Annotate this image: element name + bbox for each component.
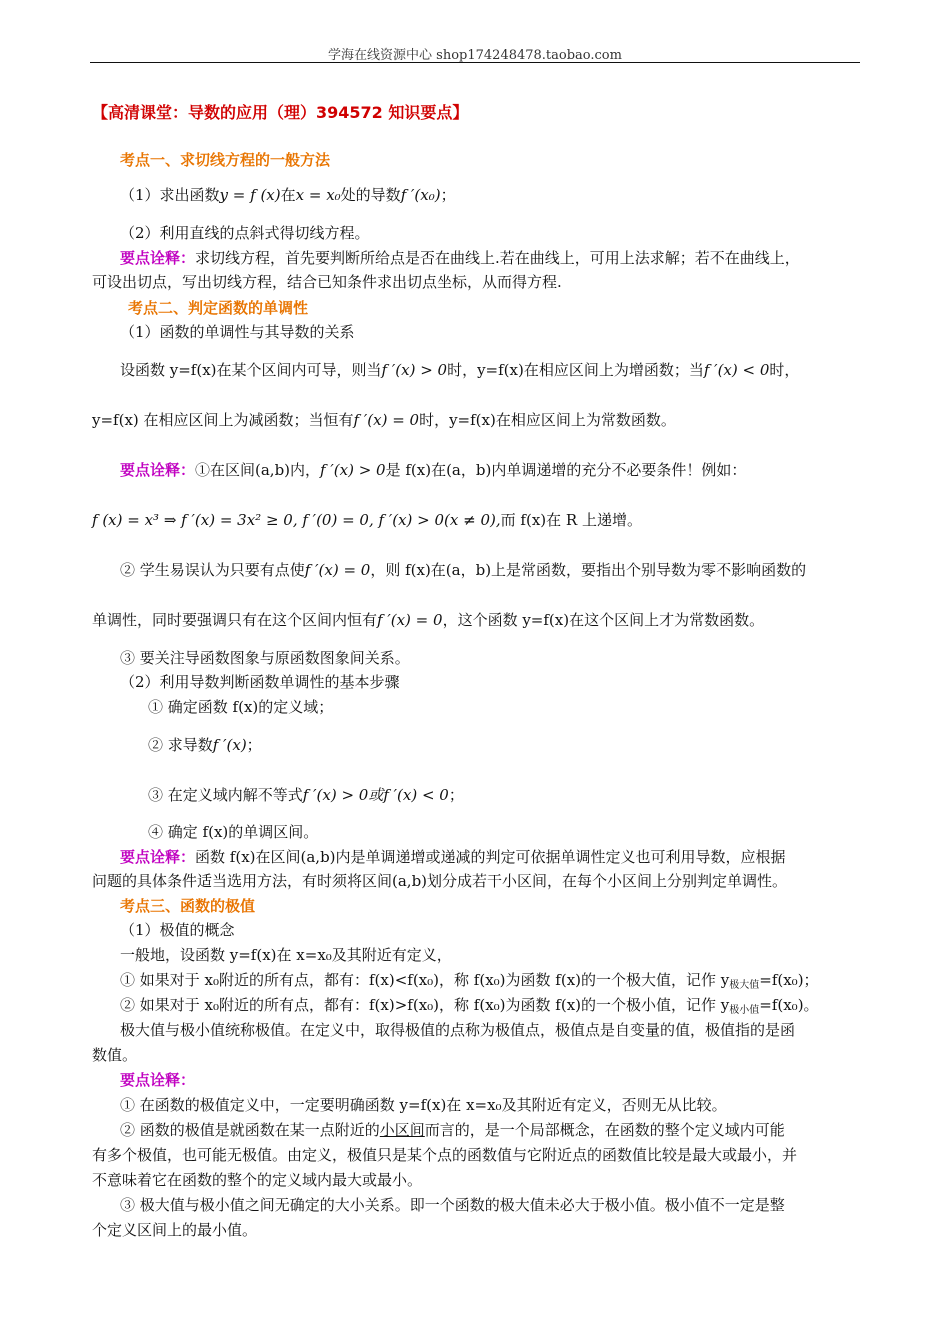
- s2-step-2: ② 求导数f ′(x)；: [148, 736, 262, 754]
- s1-key-note-cont: 可设出切点，写出切线方程，结合已知条件求出切点坐标，从而得方程.: [92, 273, 562, 291]
- section-3-heading: 考点三、函数的极值: [120, 897, 256, 915]
- s1-step-1: （1）求出函数y = f (x)在x = x₀处的导数f ′(x₀)；: [120, 186, 456, 204]
- document-title: 【高清课堂：导数的应用（理）394572 知识要点】: [92, 103, 469, 122]
- s2-key-note: 要点诠释：函数 f(x)在区间(a,b)内是单调递增或递减的判定可依据单调性定义也可利用导数，应根据: [120, 848, 786, 866]
- s2-note-1: 要点诠释：①在区间(a,b)内，f ′(x) > 0是 f(x)在(a，b)内单调递增的充分不必要条件！例如：: [120, 461, 747, 479]
- math-example: f (x) = x³ ⇒ f ′(x) = 3x² ≥ 0, f ′(0) = 0, f ′(x) > 0(x ≠ 0),: [92, 511, 501, 529]
- s2-step-4: ④ 确定 f(x)的单调区间。: [148, 823, 319, 841]
- header-rule: [90, 62, 860, 63]
- section-1-heading: 考点一、求切线方程的一般方法: [120, 151, 331, 169]
- s2-step-3: ③ 在定义域内解不等式f ′(x) > 0或f ′(x) < 0；: [148, 786, 464, 804]
- s3-para-extremum: 极大值与极小值统称极值。在定义中，取得极值的点称为极值点，极值点是自变量的值，极值指的是函: [120, 1021, 796, 1039]
- s3-max-def: ① 如果对于 x₀附近的所有点，都有：f(x)<f(x₀)，称 f(x₀)为函数 f(x)的一个极大值，记作 $y_{极大值}=f(x_0)$；: [120, 971, 819, 991]
- s3-note-3-cont: 个定义区间上的最小值。: [92, 1221, 258, 1239]
- s3-note-2-cont-2: 不意味着它在函数的整个的定义域内最大或最小。: [92, 1171, 423, 1189]
- math-x-eq-x0: x = x₀: [295, 186, 341, 204]
- s1-key-note: 要点诠释：求切线方程，首先要判断所给点是否在曲线上.若在曲线上，可用上法求解；若不在曲线上，: [120, 249, 800, 267]
- s2-para-1: 设函数 y=f(x)在某个区间内可导，则当f ′(x) > 0时，y=f(x)在相应区间上为增函数；当f ′(x) < 0时，: [120, 361, 800, 379]
- page-header: 学海在线资源中心 shop174248478.taobao.com: [328, 48, 622, 63]
- s2-example: f (x) = x³ ⇒ f ′(x) = 3x² ≥ 0, f ′(0) = 0, f ′(x) > 0(x ≠ 0),而 f(x)在 R 上递增。: [92, 511, 642, 529]
- s3-line-1: 一般地，设函数 y=f(x)在 x=x₀及其附近有定义，: [120, 946, 452, 964]
- s1-step-2: （2）利用直线的点斜式得切线方程。: [120, 224, 370, 242]
- s3-note-2: ② 函数的极值是就函数在某一点附近的小区间而言的，是一个局部概念，在函数的整个定义域内可能: [120, 1121, 785, 1139]
- key-note-label: 要点诠释：: [120, 249, 196, 267]
- s2-note-2: ② 学生易误认为只要有点使f ′(x) = 0，则 f(x)在(a，b)上是常函数，要指出个别导数为零不影响函数的: [120, 561, 807, 579]
- s3-key-note-label: 要点诠释：: [120, 1071, 196, 1089]
- s2-note-2-cont: 单调性，同时要强调只有在这个区间内恒有f ′(x) = 0，这个函数 y=f(x)在这个区间上才为常数函数。: [92, 611, 765, 629]
- s2-note-3: ③ 要关注导函数图象与原函数图象间关系。: [120, 649, 410, 667]
- s3-note-1: ① 在函数的极值定义中，一定要明确函数 y=f(x)在 x=x₀及其附近有定义，否则无从比较。: [120, 1096, 727, 1114]
- s3-para-extremum-cont: 数值。: [92, 1046, 138, 1064]
- s3-note-2-cont-1: 有多个极值，也可能无极值。由定义，极值只是某个点的函数值与它附近点的函数值比较是最大或最小，并: [92, 1146, 798, 1164]
- s3-min-def: ② 如果对于 x₀附近的所有点，都有：f(x)>f(x₀)，称 f(x₀)为函数 f(x)的一个极小值，记作 $y_{极小值}=f(x_0)$。: [120, 996, 819, 1016]
- s3-note-3: ③ 极大值与极小值之间无确定的大小关系。即一个函数的极大值未必大于极小值。极小值不一定是整: [120, 1196, 785, 1214]
- s2-step-1: ① 确定函数 f(x)的定义域；: [148, 698, 334, 716]
- section-2-heading: 考点二、判定函数的单调性: [128, 299, 309, 317]
- s2-sub-2: （2）利用导数判断函数单调性的基本步骤: [120, 673, 400, 691]
- s2-para-2: y=f(x) 在相应区间上为减函数；当恒有f ′(x) = 0时，y=f(x)在相应区间上为常数函数。: [92, 411, 676, 429]
- s2-sub-1: （1）函数的单调性与其导数的关系: [120, 323, 355, 341]
- math-fprime-x0: f ′(x₀): [400, 186, 441, 204]
- s2-key-note-cont: 问题的具体条件适当选用方法，有时须将区间(a,b)划分成若干小区间，在每个小区间上分别判定单调性。: [92, 872, 788, 890]
- math-y-eq-fx: y = f (x): [219, 186, 281, 204]
- s3-sub-1: （1）极值的概念: [120, 921, 235, 939]
